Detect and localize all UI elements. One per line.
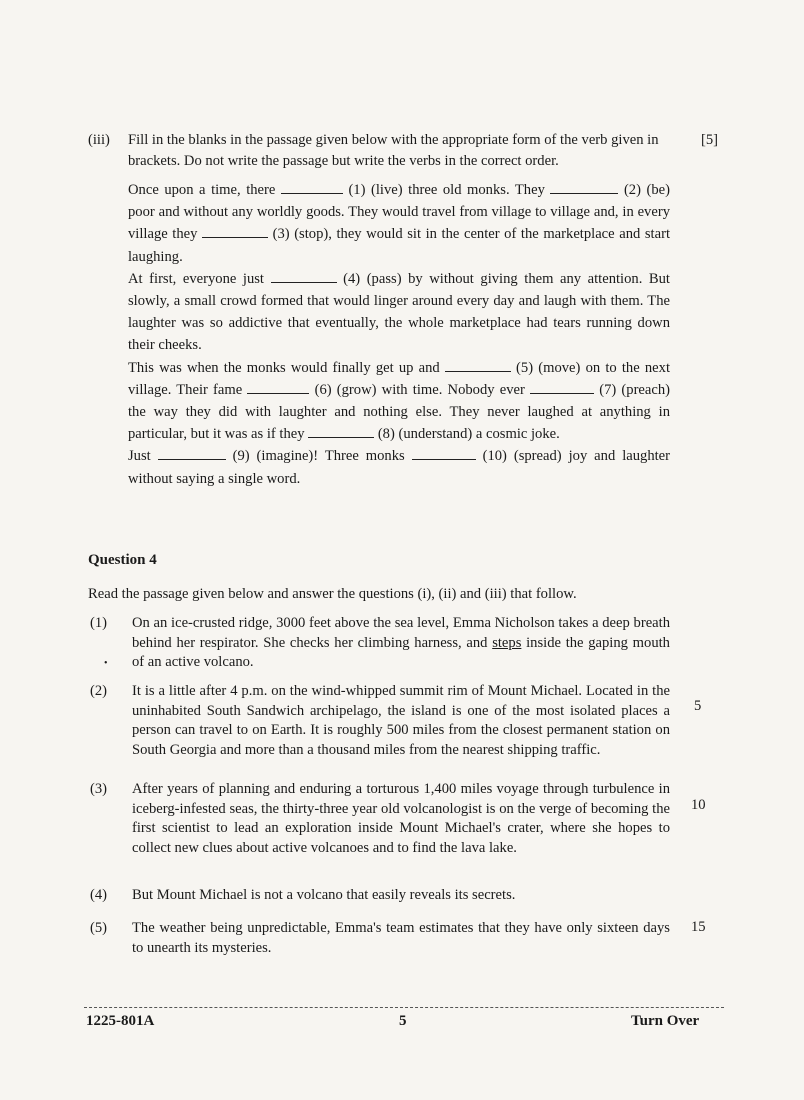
paragraph-number: (4) (90, 887, 108, 903)
passage-paragraph: At first, everyone just (4) (pass) by without giving them any attention. But slowly, a small crowd formed that would linger around every day and laugh with them. The laughter was so addictive that eventually, the whole marketplace had tears running down their cheeks. (128, 270, 670, 354)
blank-6 (247, 381, 309, 394)
blank-8 (308, 425, 374, 438)
marks-label: [5] (700, 132, 718, 148)
blank-7 (530, 381, 594, 394)
bullet-mark: • (104, 658, 108, 669)
blank-3 (202, 225, 268, 238)
paragraph-number: (5) (90, 920, 108, 936)
fill-blanks-passage (128, 179, 670, 490)
blank-5 (445, 359, 511, 372)
passage-paragraph: This was when the monks would finally get up and (5) (move) on to the next village. Their fame (6) (grow) with time. Nobody ever (7) (preach) the way they did with laughter and nothing else. They never laughed at anything in particular, but it was as if they (8) (understand) a cosmic joke. (128, 359, 671, 443)
blank-9 (158, 447, 226, 460)
paragraph-text: It is a little after 4 p.m. on the wind-whipped summit rim of Mount Michael. Located in the uninhabited South Sandwich archipelago, the island is one of the most isolated places a person can travel to on Earth. It is roughly 500 miles from the closest permanent station on South Georgia and more than a thousand miles from the nearest shipping traffic. (132, 683, 670, 758)
paragraph-number: (3) (90, 781, 108, 797)
turn-over-label: Turn Over (631, 1013, 700, 1029)
line-number-15: 15 (691, 919, 706, 935)
passage-paragraph: Just (9) (imagine)! Three monks (10) (spread) joy and laughter without saying a single word. (128, 448, 671, 487)
line-number-10: 10 (691, 797, 706, 813)
paragraph-text: But Mount Michael is not a volcano that easily reveals its secrets. (132, 887, 516, 903)
footer-divider (84, 1007, 724, 1008)
blank-1 (281, 181, 343, 194)
question-number: (iii) (88, 132, 110, 148)
page-number: 5 (399, 1013, 407, 1029)
paragraph-number: (2) (90, 683, 108, 699)
blank-2 (550, 181, 618, 194)
blank-10 (412, 447, 476, 460)
line-number-5: 5 (694, 698, 702, 714)
paragraph-text: After years of planning and enduring a torturous 1,400 miles voyage through turbulence in iceberg-infested seas, the thirty-three year old volcanologist is on the verge of becoming the first scientist to lead an exploration inside Mount Michael's crater, where she hopes to collect new clues about active volcanoes and to find the lava lake. (132, 781, 670, 856)
passage-paragraph: Once upon a time, there (1) (live) three old monks. They (2) (be) poor and without any worldly goods. They would travel from village to village and, in every village they (3) (stop), they would sit in the center of the marketplace and start laughing. (128, 182, 670, 265)
paragraph-number: (1) (90, 615, 108, 631)
paragraph-text: On an ice-crusted ridge, 3000 feet above the sea level, Emma Nicholson takes a deep breath behind her respirator. She checks her climbing harness, and steps inside the gaping mouth of an active volcano. (132, 615, 670, 671)
question-4-intro: Read the passage given below and answer the questions (i), (ii) and (iii) that follow. (88, 586, 577, 602)
paper-code: 1225-801A (86, 1013, 155, 1029)
blank-4 (271, 270, 337, 283)
underlined-word: steps (492, 634, 522, 651)
question-instruction: Fill in the blanks in the passage given below with the appropriate form of the verb given in brackets. Do not write the passage but write the verbs in the correct order. (128, 132, 659, 169)
question-4-title: Question 4 (88, 552, 157, 568)
paragraph-text: The weather being unpredictable, Emma's team estimates that they have only sixteen days to unearth its mysteries. (132, 920, 670, 956)
